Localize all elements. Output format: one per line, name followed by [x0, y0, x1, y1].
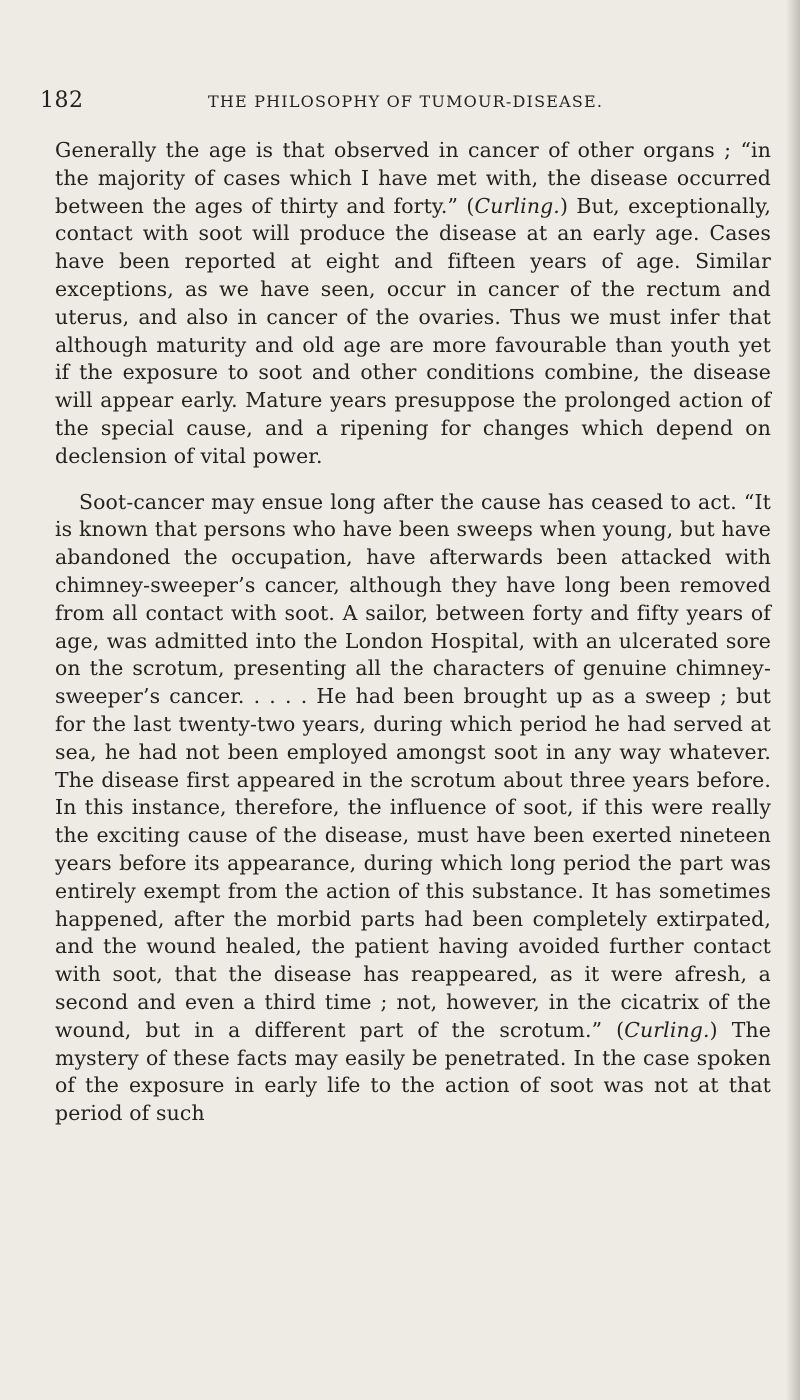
page-edge-shadow: [786, 0, 800, 1400]
paragraph-2: [55, 489, 771, 1128]
citation-curling-2: Curling.: [624, 1017, 710, 1042]
paragraph-2-text-a: Soot-cancer may ensue long after the cause has ceased to act. “It is known that persons who have been sweeps when young, but have abandoned the occupation, have afterwards been attacked with chimney-sweeper’s cancer, although they have long been removed from all contact with soot. A sailor, between forty and fifty years of age, was admitted into the London Hospital, with an ulcerated sore on the scrotum, presenting all the characters of genuine chimney-sweeper’s cancer. . . . . He had been brought up as a sweep ; but for the last twenty-two years, during which period he had served at sea, he had not been employed amongst soot in any way whatever. The disease first appeared in the scrotum about three years before. In this instance, therefore, the influence of soot, if this were really the exciting cause of the disease, must have been exerted nineteen years before its appearance, during which long period the part was entirely exempt from the action of this substance. It has sometimes happened, after the morbid parts had been completely extirpated, and the wound healed, the patient having avoided further contact with soot, that the disease has reappeared, as it were afresh, a second and even a third time ; not, however, in the cicatrix of the wound, but in a different part of the scrotum.” (: [55, 489, 771, 1042]
paragraph-2-text-b: ) The mystery of these facts may easily be penetrated. In the case spoken of the exposure in early life to the action of soot was not at that period of such: [55, 1017, 771, 1126]
citation-curling-1: Curling.: [474, 193, 560, 218]
paragraph-1: [55, 137, 771, 471]
paragraph-1-text-a: Generally the age is that observed in cancer of other organs ; “in the majority of cases which I have met with, the disease occurred between the ages of thirty and forty.” (: [55, 138, 771, 218]
body-text: [55, 137, 771, 1128]
paragraph-1-text-b: ) But, exceptionally, contact with soot will produce the disease at an early age. Cases have been reported at eight and fifteen years of age. Similar exceptions, as we have seen, occur in cancer of the rectum and uterus, and also in cancer of the ovaries. Thus we must infer that although maturity and old age are more favourable than youth yet if the exposure to soot and other conditions combine, the disease will appear early. Mature years presuppose the prolonged action of the special cause, and a ripening for changes which depend on declension of vital power.: [55, 193, 771, 468]
page-number: 182: [40, 88, 84, 113]
page-header: [40, 88, 770, 124]
running-head: THE PHILOSOPHY OF TUMOUR-DISEASE.: [208, 92, 604, 111]
